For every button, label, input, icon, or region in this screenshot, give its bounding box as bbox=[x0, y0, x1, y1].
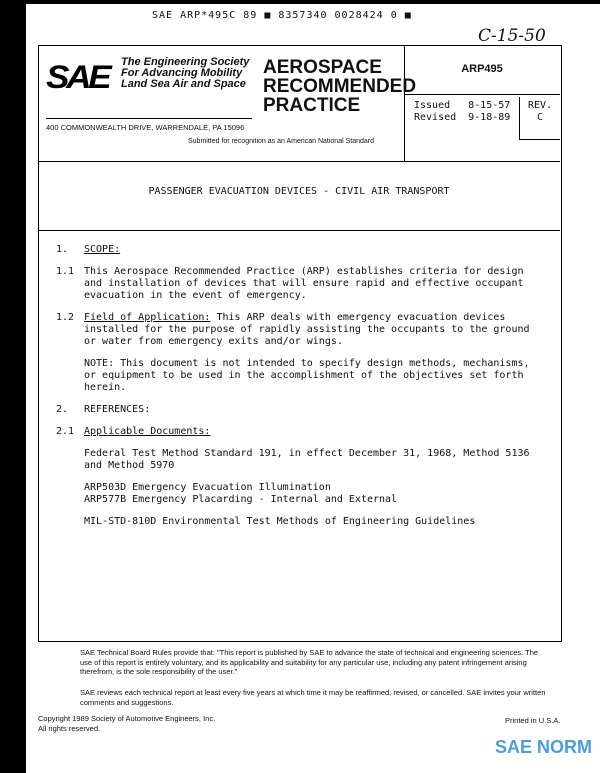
document-body: 1. SCOPE: 1.1 This Aerospace Recommended Practice (ARP) establishes criteria for design and installation of devices that will ensure rapid and effective occupant evacuation in the event of emergency. 1.2 Field of Application: This ARP deals with emergency evacuation devices installed for the purpose of rapidly assisting the occupants to the ground or water from emergency exits and/or wings. NOTE: This document is not intended to specify design methods, mechanisms, or equipment to be used in the accomplishment of the objectives set forth herein. 2. REFERENCES: 2.1 Applicable Documents: Federal Test Method Standard 191, in effect December 31, 1968, Method 5136 and Method 5970 ARP503D Emergency Evacuation Illumination ARP577B Emergency Placarding - Internal and External MIL-STD-810D Environmental Test Methods of Engineering Guidelines bbox=[56, 244, 530, 527]
sae-norm-watermark: SAE NORM bbox=[494, 737, 592, 757]
board-rules: SAE Technical Board Rules provide that: "This report is published by SAE to advance the state of technical and engineering sciences. The use of this report is entirely voluntary, and its applicability and suitability for any particular use, including any patent infringement arising therefrom, is the sole responsibility of the user." bbox=[80, 648, 539, 676]
handwritten-code: C-15-50 bbox=[478, 26, 546, 46]
document-title: PASSENGER EVACUATION DEVICES - CIVIL AIR TRANSPORT bbox=[148, 186, 450, 197]
sae-logo: SAE bbox=[46, 59, 109, 95]
printed-in: Printed in U.S.A. bbox=[505, 716, 561, 725]
address: 400 COMMONWEALTH DRIVE, WARRENDALE, PA 15096 bbox=[46, 118, 252, 132]
tagline: The Engineering Society For Advancing Mobility Land Sea Air and Space bbox=[121, 56, 250, 90]
scan-edge bbox=[0, 0, 26, 773]
doc-type: AEROSPACE RECOMMENDED PRACTICE bbox=[263, 57, 417, 116]
doc-number: ARP495 bbox=[461, 63, 503, 75]
submitted-note: Submitted for recognition as an American National Standard bbox=[188, 138, 374, 145]
review-note: SAE reviews each technical report at least every five years at which time it may be reaffirmed, revised, or cancelled. SAE invites your written comments and suggestions. bbox=[80, 688, 546, 707]
issue-dates: Issued 8-15-57 Revised 9-18-89 bbox=[414, 100, 511, 123]
scan-edge-top bbox=[0, 0, 600, 4]
copyright: Copyright 1989 Society of Automotive Engineers, Inc. All rights reserved. bbox=[38, 714, 216, 733]
header-stamp: SAE ARP*495C 89 ■ 8357340 0028424 0 ■ bbox=[152, 10, 412, 21]
revision: REV. C bbox=[527, 100, 553, 123]
